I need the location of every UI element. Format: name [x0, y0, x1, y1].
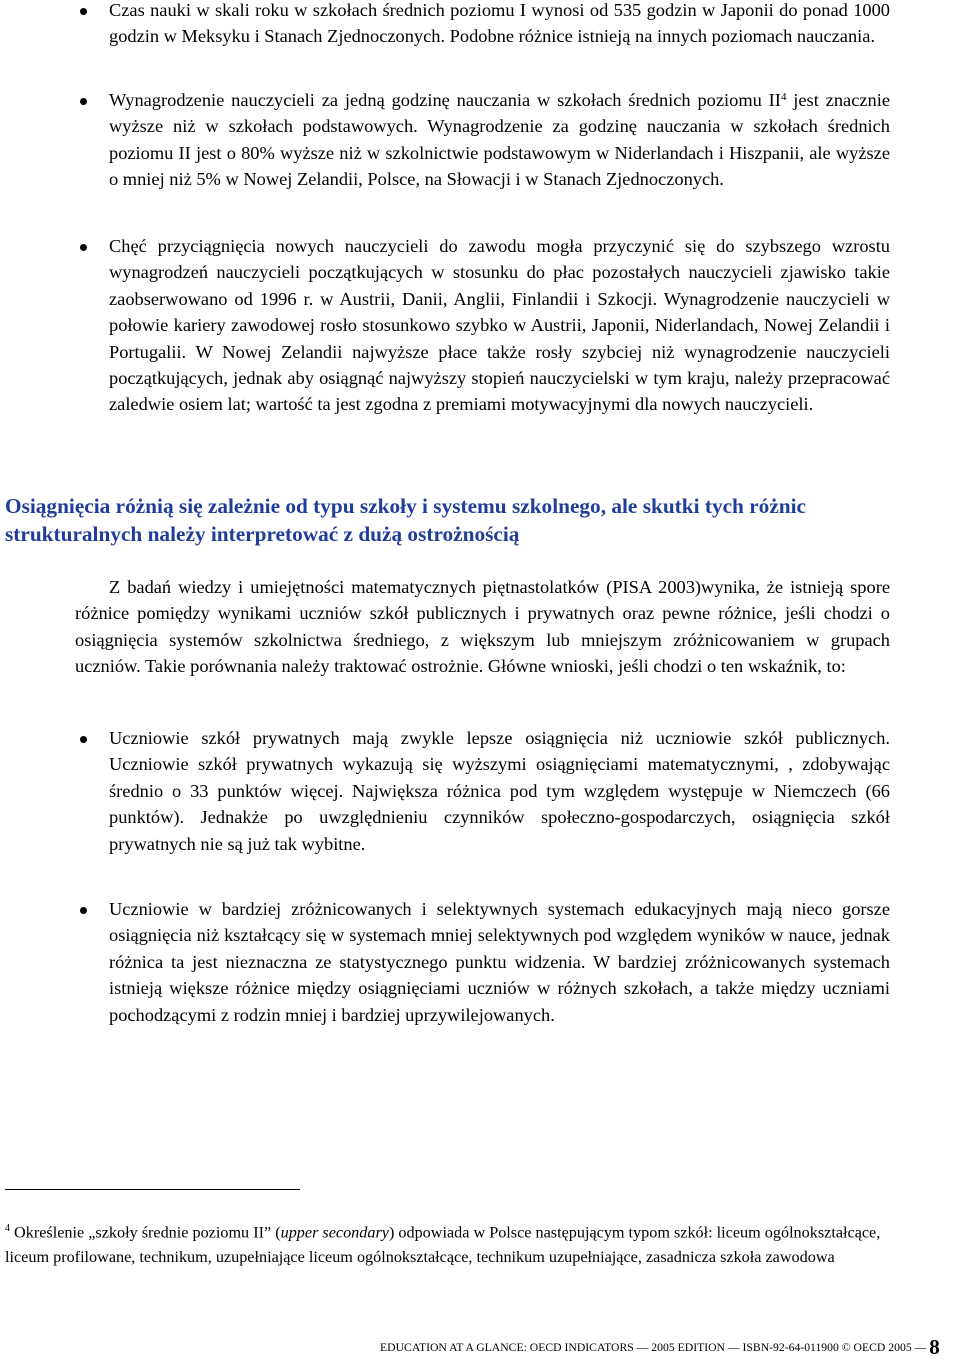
- intro-paragraph: Z badań wiedzy i umiejętności matematycznych piętnastolatków (PISA 2003)wynika, że istnieją spore różnice pomiędzy wynikami uczniów szkół publicznych i prywatnych oraz pewne różnice, jeśli chodzi o osiągnięcia systemów szkolnictwa średniego, z większym lub mniejszym zróżnicowaniem w grupach uczniów. Takie porównania należy traktować ostrożnie. Główne wnioski, jeśli chodzi o ten wskaźnik, to:: [75, 577, 890, 677]
- page-number: 8: [929, 1335, 940, 1359]
- footnote-reference: 4: [780, 91, 787, 103]
- bullet-item: Uczniowie szkół prywatnych mają zwykle lepsze osiągnięcia niż uczniowie szkół publicznych. Uczniowie szkół prywatnych wykazują się wyższymi osiągnięciami matematycznymi, , zdobywając średnio o 33 punktów więcej. Największa różnica pod tym względem występuje w Niemczech (66 punktów). Jednakże po uwzględnieniu czynników społeczno-gospodarczych, osiągnięcia szkół prywatnych nie są już tak wybitne.: [109, 728, 890, 854]
- bullet-dot: [80, 736, 87, 743]
- bullet-dot: [80, 244, 87, 251]
- bullet-item: Czas nauki w skali roku w szkołach średnich poziomu I wynosi od 535 godzin w Japonii do ponad 1000 godzin w Meksyku i Stanach Zjednoczonych. Podobne różnice istnieją na innych poziomach nauczania.: [109, 0, 890, 47]
- footnote-number: 4: [5, 1223, 10, 1234]
- section-heading: Osiągnięcia różnią się zależnie od typu szkoły i systemu szkolnego, ale skutki tych różnic strukturalnych należy interpretować z dużą ostrożnością: [5, 494, 806, 546]
- footnote-separator: [5, 1189, 300, 1190]
- bullet-dot: [80, 907, 87, 914]
- bullet-item: Wynagrodzenie nauczycieli za jedną godzinę nauczania w szkołach średnich poziomu II$^4$ jest znacznie wyższe niż w szkołach podstawowych. Wynagrodzenie za godzinę nauczania w szkołach średnich poziomu II jest o 80% wyższe niż w szkolnictwie podstawowym w Niderlandach i Hiszpanii, ale wyższe o mniej niż 5% w Nowej Zelandii, Polsce, na Słowacji i w Stanach Zjednoczonych.: [109, 90, 890, 190]
- footer-text: EDUCATION AT A GLANCE: OECD INDICATORS — 2005 EDITION — ISBN-92-64-011900 © OECD 2005 —: [380, 1341, 927, 1354]
- page-footer: [380, 1335, 960, 1359]
- footnote: $^4$ Określenie „szkoły średnie poziomu II” (upper secondary) odpowiada w Polsce następującym typom szkół: liceum ogólnokształcące, liceum profilowane, technikum, uzupełniające liceum ogólnokształcące, technikum uzupełniające, zasadnicza szkoła zawodowa: [5, 1223, 881, 1266]
- bullet-item: Uczniowie w bardziej zróżnicowanych i selektywnych systemach edukacyjnych mają nieco gorsze osiągnięcia niż kształcący się w systemach mniej selektywnych pod względem wyników w nauce, jednak różnica ta jest nieznaczna ze statystycznego punktu widzenia. W bardziej zróżnicowanych systemach istnieją większe różnice między osiągnięciami uczniów w różnych szkołach, a także między uczniami pochodzącymi z rodzin mniej i bardziej uprzywilejowanych.: [109, 899, 890, 1025]
- bullet-item: Chęć przyciągnięcia nowych nauczycieli do zawodu mogła przyczynić się do szybszego wzrostu wynagrodzeń nauczycieli początkujących w stosunku do płac pozostałych nauczycieli zjawisko takie zaobserwowano od 1996 r. w Austrii, Danii, Anglii, Finlandii i Szkocji. Wynagrodzenie nauczycieli w połowie kariery zawodowej rosło stosunkowo szybko w Austrii, Japonii, Niderlandach, Nowej Zelandii i Portugalii. W Nowej Zelandii najwyższe płace także rosły szybciej niż wynagrodzenie nauczycieli początkujących, jednak aby osiągnąć najwyższy stopień nauczycielski w tym kraju, należy przepracować zaledwie osiem lat; wartość ta jest zgodna z premiami motywacyjnymi dla nowych nauczycieli.: [109, 236, 890, 415]
- bullet-dot: [80, 8, 87, 15]
- bullet-dot: [80, 98, 87, 105]
